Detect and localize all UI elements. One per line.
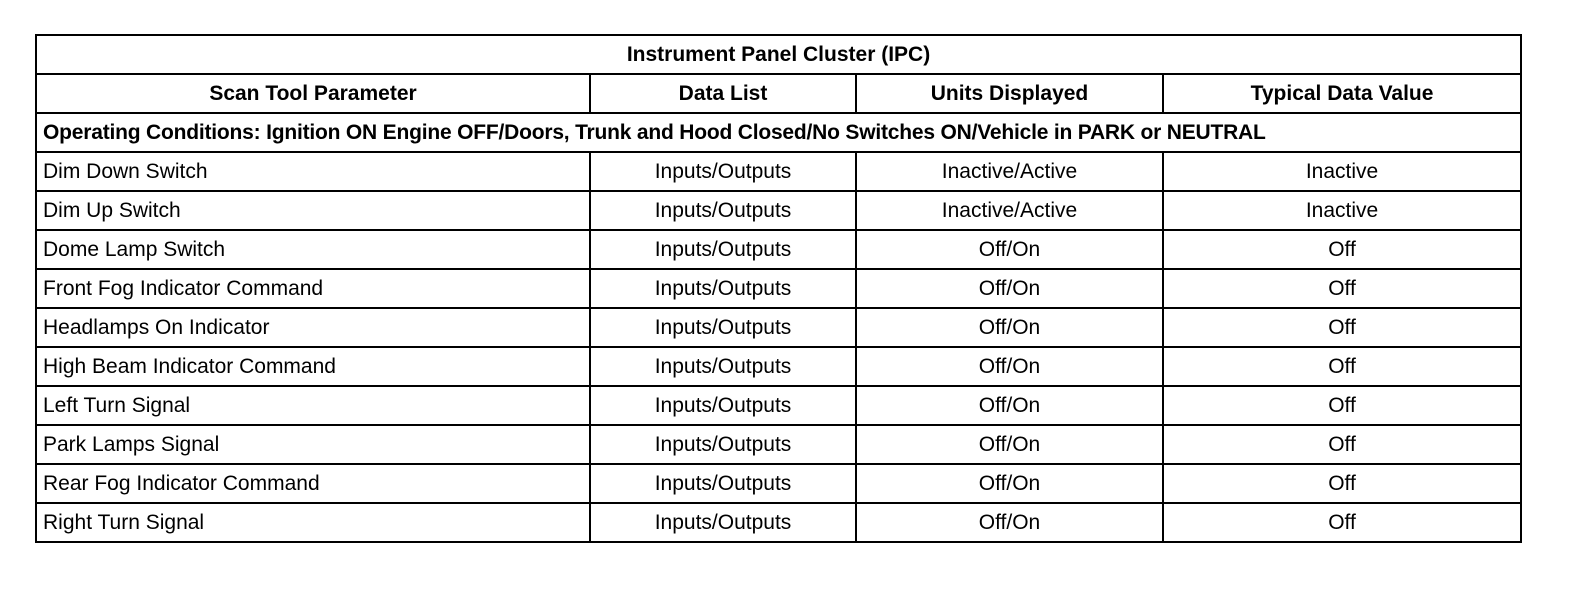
units-cell: Off/On [856,230,1163,269]
table-row [36,503,1521,542]
data-list-cell: Inputs/Outputs [590,386,856,425]
units-cell: Off/On [856,347,1163,386]
operating-conditions: Operating Conditions: Ignition ON Engine OFF/Doors, Trunk and Hood Closed/No Switches ON/Vehicle in PARK or NEUTRAL [36,113,1521,152]
parameter-cell: Dome Lamp Switch [36,230,590,269]
data-list-cell: Inputs/Outputs [590,347,856,386]
header-data-list: Data List [590,74,856,113]
data-list-cell: Inputs/Outputs [590,191,856,230]
typical-value-cell: Off [1163,425,1521,464]
data-list-cell: Inputs/Outputs [590,269,856,308]
parameter-cell: Front Fog Indicator Command [36,269,590,308]
table-row [36,269,1521,308]
table-title: Instrument Panel Cluster (IPC) [36,35,1521,74]
header-scan-tool-parameter: Scan Tool Parameter [36,74,590,113]
title-row [36,35,1521,74]
parameter-cell: Headlamps On Indicator [36,308,590,347]
ipc-data-table [35,34,1522,543]
table-row [36,464,1521,503]
typical-value-cell: Off [1163,230,1521,269]
table-row [36,425,1521,464]
units-cell: Off/On [856,386,1163,425]
units-cell: Off/On [856,503,1163,542]
header-units-displayed: Units Displayed [856,74,1163,113]
header-typical-data-value: Typical Data Value [1163,74,1521,113]
table-row [36,347,1521,386]
units-cell: Inactive/Active [856,152,1163,191]
parameter-cell: Right Turn Signal [36,503,590,542]
table-row [36,230,1521,269]
units-cell: Off/On [856,269,1163,308]
data-list-cell: Inputs/Outputs [590,308,856,347]
header-row [36,74,1521,113]
table-row [36,308,1521,347]
table-row [36,386,1521,425]
typical-value-cell: Off [1163,386,1521,425]
data-list-cell: Inputs/Outputs [590,425,856,464]
parameter-cell: Dim Down Switch [36,152,590,191]
typical-value-cell: Off [1163,464,1521,503]
units-cell: Off/On [856,464,1163,503]
typical-value-cell: Off [1163,347,1521,386]
conditions-row [36,113,1521,152]
parameter-cell: Park Lamps Signal [36,425,590,464]
table-row [36,152,1521,191]
parameter-cell: High Beam Indicator Command [36,347,590,386]
typical-value-cell: Off [1163,308,1521,347]
units-cell: Inactive/Active [856,191,1163,230]
typical-value-cell: Inactive [1163,152,1521,191]
typical-value-cell: Inactive [1163,191,1521,230]
data-list-cell: Inputs/Outputs [590,464,856,503]
typical-value-cell: Off [1163,269,1521,308]
data-list-cell: Inputs/Outputs [590,230,856,269]
parameter-cell: Left Turn Signal [36,386,590,425]
table-row [36,191,1521,230]
units-cell: Off/On [856,308,1163,347]
units-cell: Off/On [856,425,1163,464]
parameter-cell: Dim Up Switch [36,191,590,230]
typical-value-cell: Off [1163,503,1521,542]
data-list-cell: Inputs/Outputs [590,152,856,191]
parameter-cell: Rear Fog Indicator Command [36,464,590,503]
data-list-cell: Inputs/Outputs [590,503,856,542]
